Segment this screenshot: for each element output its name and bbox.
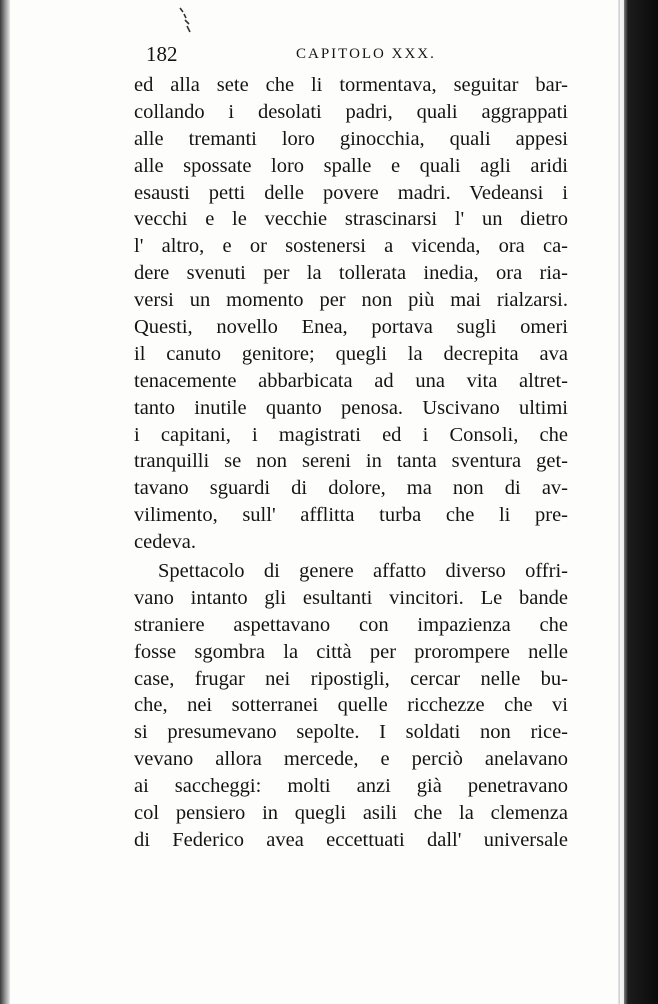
text-line: straniere aspettavano con impazienza che bbox=[134, 613, 568, 636]
text-line: si presumevano sepolte. I soldati non rice- bbox=[134, 721, 568, 744]
page-number: 182 bbox=[146, 42, 178, 66]
text-line: fosse sgombra la città per prorompere nelle bbox=[134, 640, 568, 663]
text-line: dere svenuti per la tollerata inedia, ora ria- bbox=[134, 262, 568, 285]
text-line: vano intanto gli esultanti vincitori. Le bande bbox=[134, 586, 568, 609]
text-line: che, nei sotterranei quelle ricchezze che vi bbox=[134, 694, 568, 717]
text-line: ai saccheggi: molti anzi già penetravano bbox=[134, 775, 568, 798]
text-line: alle tremanti loro ginocchia, quali appesi bbox=[134, 127, 568, 150]
text-line: i capitani, i magistrati ed i Consoli, che bbox=[134, 423, 568, 446]
text-line: di Federico avea eccettuati dall' universale bbox=[134, 828, 568, 851]
text-line: esausti petti delle povere madri. Vedeansi i bbox=[134, 181, 568, 204]
text-line: Spettacolo di genere affatto diverso offri- bbox=[158, 560, 568, 583]
text-line: col pensiero in quegli asili che la clemenza bbox=[134, 802, 568, 825]
gutter-highlight bbox=[620, 0, 624, 1004]
text-line: vevano allora mercede, e perciò anelavano bbox=[134, 748, 568, 771]
text-line: Questi, novello Enea, portava sugli omeri bbox=[134, 316, 568, 339]
text-line: versi un momento per non più mai rialzarsi. bbox=[134, 289, 568, 312]
ink-speck-mark bbox=[178, 6, 192, 36]
text-line: vecchi e le vecchie strascinarsi l' un dietro bbox=[134, 208, 568, 231]
body-text bbox=[134, 72, 568, 854]
text-line: collando i desolati padri, quali aggrappati bbox=[134, 100, 568, 123]
text-line: l' altro, e or sostenersi a vicenda, ora ca- bbox=[134, 235, 568, 258]
text-line: ed alla sete che li tormentava, seguitar bar- bbox=[134, 74, 568, 96]
text-line: vilimento, sull' afflitta turba che li pre- bbox=[134, 504, 568, 527]
running-title: CAPITOLO XXX. bbox=[296, 46, 436, 62]
text-line: tenacemente abbarbicata ad una vita altret- bbox=[134, 369, 568, 392]
text-line: cedeva. bbox=[134, 531, 197, 554]
page-header bbox=[146, 42, 594, 72]
right-page-gutter bbox=[618, 0, 658, 1004]
text-line: tavano sguardi di dolore, ma non di av- bbox=[134, 477, 568, 500]
text-line: tanto inutile quanto penosa. Uscivano ultimi bbox=[134, 396, 568, 419]
text-line: il canuto genitore; quegli la decrepita ava bbox=[134, 342, 568, 365]
text-line: tranquilli se non sereni in tanta sventura get- bbox=[134, 450, 568, 473]
page-binding-edge bbox=[0, 0, 10, 1004]
text-line: case, frugar nei ripostigli, cercar nelle bu- bbox=[134, 667, 568, 690]
text-line: alle spossate loro spalle e quali agli aridi bbox=[134, 154, 568, 177]
